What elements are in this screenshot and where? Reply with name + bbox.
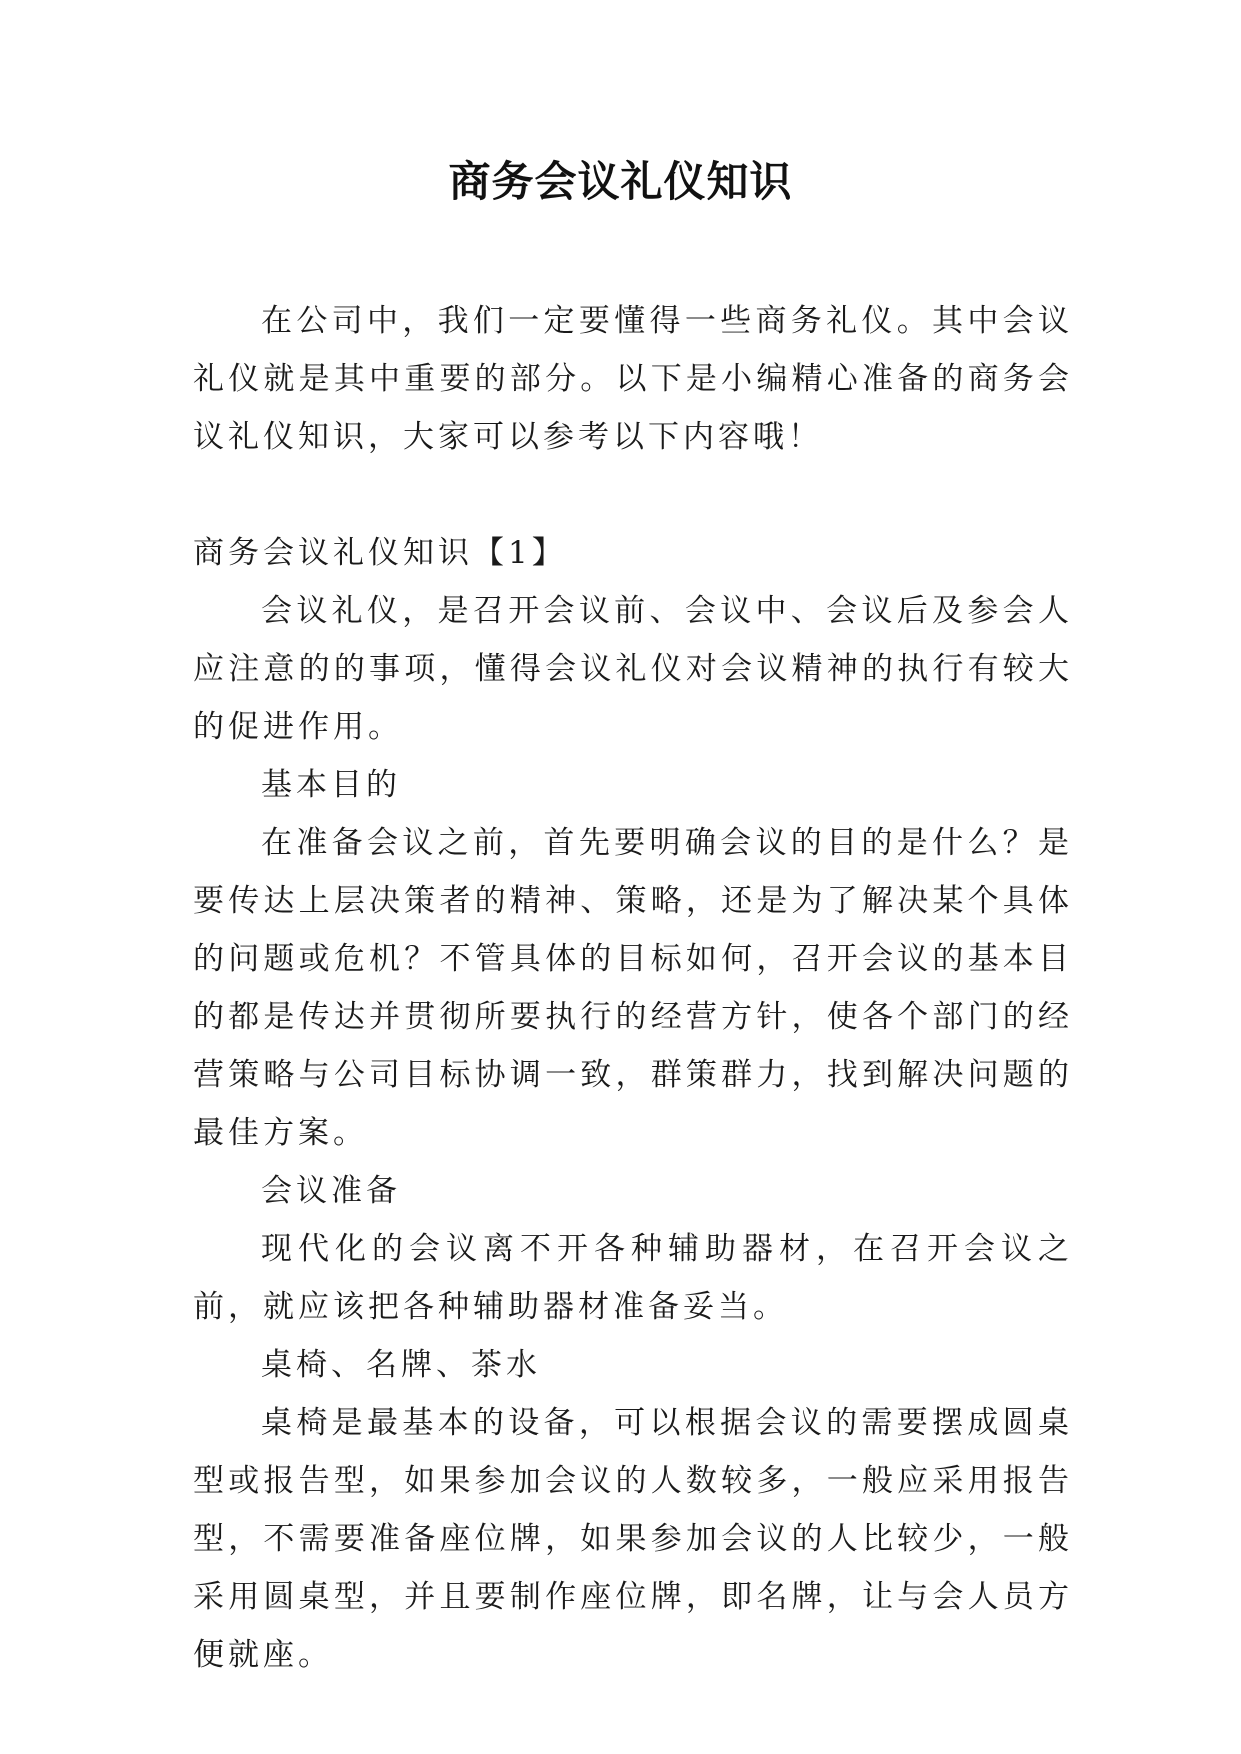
section-heading: 商务会议礼仪知识【1】 [193, 535, 567, 571]
subheading-basic-purpose: 基本目的 [261, 767, 401, 803]
subheading-meeting-preparation: 会议准备 [261, 1173, 401, 1209]
body-paragraph: 桌椅是最基本的设备，可以根据会议的需要摆成圆桌型或报告型，如果参加会议的人数较多，一般应采用报告型，不需要准备座位牌，如果参加会议的人比较少，一般采用圆桌型，并且要制作座位牌，即名牌，让与会人员方便就座。 [193, 1405, 1073, 1673]
body-paragraph: 会议礼仪，是召开会议前、会议中、会议后及参会人应注意的的事项，懂得会议礼仪对会议精神的执行有较大的促进作用。 [193, 593, 1073, 745]
body-paragraph: 现代化的会议离不开各种辅助器材，在召开会议之前，就应该把各种辅助器材准备妥当。 [193, 1231, 1073, 1325]
intro-paragraph: 在公司中，我们一定要懂得一些商务礼仪。其中会议礼仪就是其中重要的部分。以下是小编精心准备的商务会议礼仪知识，大家可以参考以下内容哦！ [193, 303, 1073, 455]
document-title: 商务会议礼仪知识 [448, 157, 793, 206]
body-paragraph: 在准备会议之前，首先要明确会议的目的是什么？是要传达上层决策者的精神、策略，还是为了解决某个具体的问题或危机？不管具体的目标如何，召开会议的基本目的都是传达并贯彻所要执行的经营方针，使各个部门的经营策略与公司目标协调一致，群策群力，找到解决问题的最佳方案。 [193, 825, 1073, 1151]
subheading-tables-nameplates-tea: 桌椅、名牌、茶水 [261, 1347, 541, 1383]
document-body [193, 292, 1073, 1684]
